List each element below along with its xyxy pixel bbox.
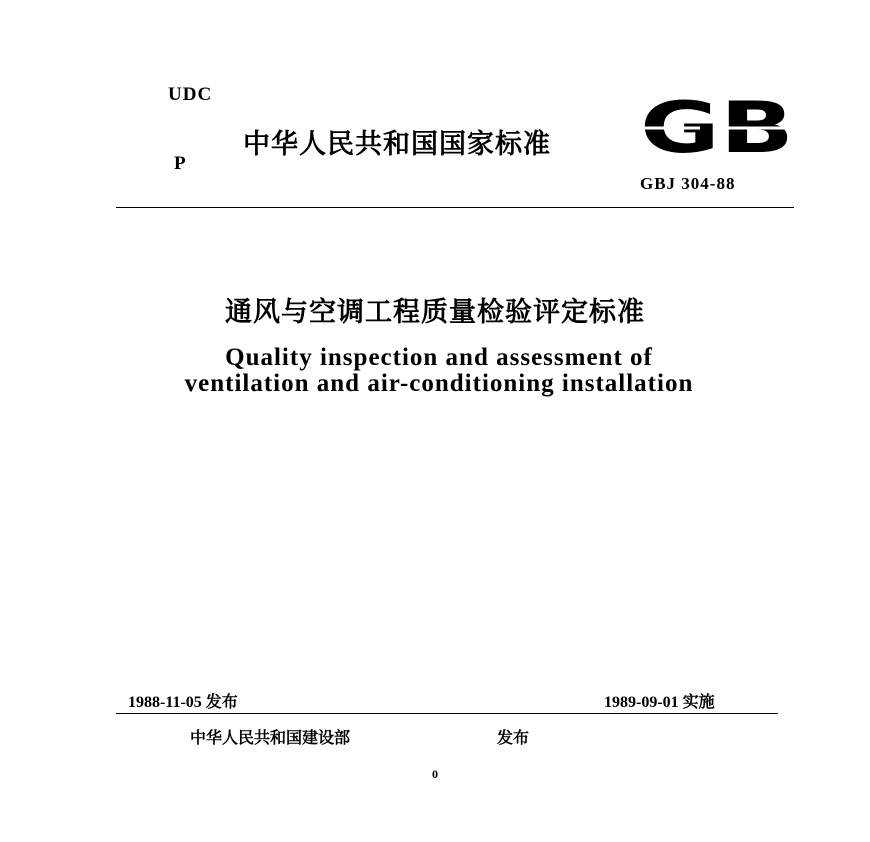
udc-label: UDC: [168, 84, 213, 105]
category-code: P: [174, 153, 186, 174]
publish-label: 发布: [497, 728, 530, 747]
footer-divider: [116, 713, 778, 714]
implementation-label: 实施: [682, 692, 715, 711]
national-standard-name: 中华人民共和国国家标准: [243, 129, 551, 160]
title-english-line-2: ventilation and air-conditioning installation: [184, 370, 694, 397]
page-number: 0: [432, 767, 438, 781]
implementation-date: [604, 689, 715, 712]
standard-code: GBJ 304-88: [640, 174, 736, 193]
issue-label: 发布: [205, 692, 238, 711]
issue-date-value: 1988-11-05: [128, 694, 202, 711]
gb-logo: [640, 98, 796, 158]
implementation-date-value: 1989-09-01: [604, 694, 679, 711]
svg-text:GB: GB: [640, 98, 794, 158]
title-chinese: 通风与空调工程质量检验评定标准: [225, 297, 645, 328]
title-english-line-1: Quality inspection and assessment of: [225, 344, 653, 371]
publisher-name: 中华人民共和国建设部: [190, 728, 351, 747]
header-divider: [116, 207, 794, 208]
issue-date: [128, 689, 238, 712]
